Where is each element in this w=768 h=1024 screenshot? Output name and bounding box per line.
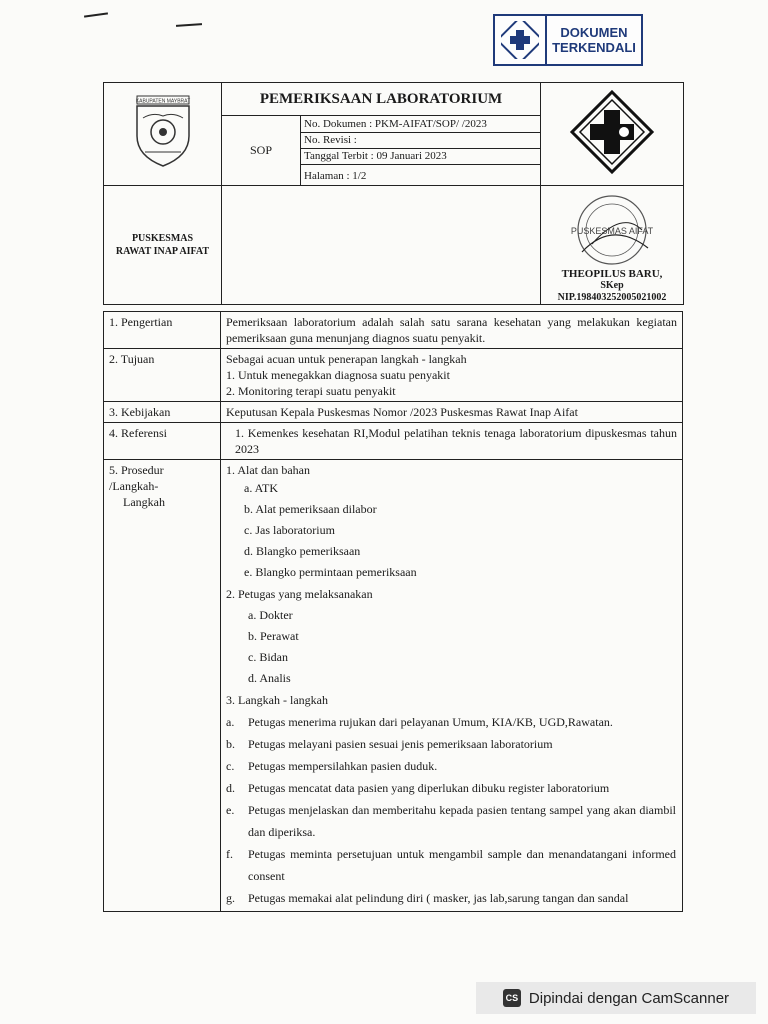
official-seal-icon [552, 190, 672, 268]
revision-number: No. Revisi : [300, 133, 540, 149]
document-meta-cell [222, 116, 541, 186]
pen-mark [84, 12, 108, 17]
health-logo-cell [541, 83, 684, 186]
row-tujuan [104, 349, 683, 402]
prosedur-content [221, 460, 683, 912]
stamp-line-1: DOKUMEN [560, 25, 628, 40]
signature-cell [541, 186, 684, 305]
row-pengertian [104, 312, 683, 349]
s2-item: c. Bidan [248, 650, 288, 664]
org-line-1: PUSKESMAS [131, 233, 194, 244]
stamp-line-2: TERKENDALI [552, 40, 636, 55]
official-name: THEOPILUS BARU, [561, 268, 663, 280]
organization-cell [104, 186, 222, 305]
regency-emblem-icon [123, 94, 203, 170]
document-title: PEMERIKSAAN LABORATORIUM [222, 83, 541, 116]
step-item: b. Petugas melayani pasien sesuai jenis pemeriksaan laboratorium [226, 737, 553, 751]
pen-mark [176, 23, 202, 27]
tujuan-item: 1. Untuk menegakkan diagnosa suatu penyakit [226, 368, 450, 382]
pengertian-label: 1. Pengertian [104, 312, 221, 349]
s1-item: d. Blangko pemeriksaan [244, 544, 361, 558]
s1-item: e. Blangko permintaan pemeriksaan [244, 565, 417, 579]
s2-item: b. Perawat [248, 629, 299, 643]
camscanner-watermark [476, 982, 756, 1014]
row-kebijakan [104, 402, 683, 423]
prosedur-label-1: 5. Prosedur [109, 463, 164, 477]
page-number: Halaman : 1/2 [304, 170, 367, 182]
prosedur-label-3: Langkah [123, 495, 165, 509]
controlled-document-stamp [493, 14, 643, 66]
regency-logo-cell [104, 83, 222, 186]
step-item: g. Petugas memakai alat pelindung diri ( masker, jas lab,sarung tangan dan sandal [226, 891, 629, 905]
prosedur-label-2: /Langkah- [109, 479, 159, 493]
s1-item: a. ATK [244, 481, 278, 495]
step-item: e. Petugas menjelaskan dan memberitahu kepada pasien tentang sampel yang akan diambil dan diperiksa. [226, 803, 676, 839]
s1-item: b. Alat pemeriksaan dilabor [244, 502, 377, 516]
medical-cross-icon [495, 16, 547, 64]
section-3-title: 3. Langkah - langkah [226, 693, 328, 707]
s1-item: c. Jas laboratorium [244, 523, 335, 537]
issue-date: Tanggal Terbit : 09 Januari 2023 [300, 149, 540, 165]
step-item: d. Petugas mencatat data pasien yang diperlukan dibuku register laboratorium [226, 781, 610, 795]
referensi-label: 4. Referensi [104, 423, 221, 460]
tujuan-intro: Sebagai acuan untuk penerapan langkah - langkah [226, 352, 467, 366]
s2-item: a. Dokter [248, 608, 293, 622]
s2-item: d. Analis [248, 671, 291, 685]
camscanner-text: Dipindai dengan CamScanner [528, 989, 730, 1007]
official-title: SKep [600, 280, 624, 291]
tujuan-label: 2. Tujuan [104, 349, 221, 402]
tujuan-item: 2. Monitoring terapi suatu penyakit [226, 384, 396, 398]
empty-cell [222, 186, 541, 305]
sop-body-table [103, 311, 683, 912]
kebijakan-label: 3. Kebijakan [104, 402, 221, 423]
logo-banner-text: KABUPATEN MAYBRAT [135, 98, 190, 104]
step-item: c. Petugas mempersilahkan pasien duduk. [226, 759, 438, 773]
org-line-2: RAWAT INAP AIFAT [115, 246, 210, 257]
referensi-text: 1. Kemenkes kesehatan RI,Modul pelatihan teknis tenaga laboratorium dipuskesmas tahun 2023 [221, 423, 683, 460]
step-item: a. Petugas menerima rujukan dari pelayanan Umum, KIA/KB, UGD,Rawatan. [226, 715, 613, 729]
sop-header-table [103, 82, 684, 305]
health-cross-logo-icon [569, 89, 655, 175]
pengertian-text: Pemeriksaan laboratorium adalah salah satu sarana kesehatan yang melakukan kegiatan pemeriksaan guna menunjang diagnos suatu penyakit. [221, 312, 683, 349]
document-number: No. Dokumen : PKM-AIFAT/SOP/ /2023 [300, 117, 540, 133]
nip-number: NIP.198403252005021002 [557, 292, 667, 303]
section-2-title: 2. Petugas yang melaksanakan [226, 587, 373, 601]
section-1-title: 1. Alat dan bahan [226, 463, 310, 477]
row-referensi [104, 423, 683, 460]
sop-label: SOP [222, 116, 301, 185]
row-prosedur [104, 460, 683, 912]
seal-text: PUSKESMAS AIFAT [570, 226, 654, 236]
camscanner-icon: CS [503, 989, 521, 1007]
step-item: f. Petugas meminta persetujuan untuk mengambil sample dan menandatangani informed consent [226, 847, 676, 883]
prosedur-label-cell [104, 460, 221, 912]
kebijakan-text: Keputusan Kepala Puskesmas Nomor /2023 Puskesmas Rawat Inap Aifat [221, 402, 683, 423]
